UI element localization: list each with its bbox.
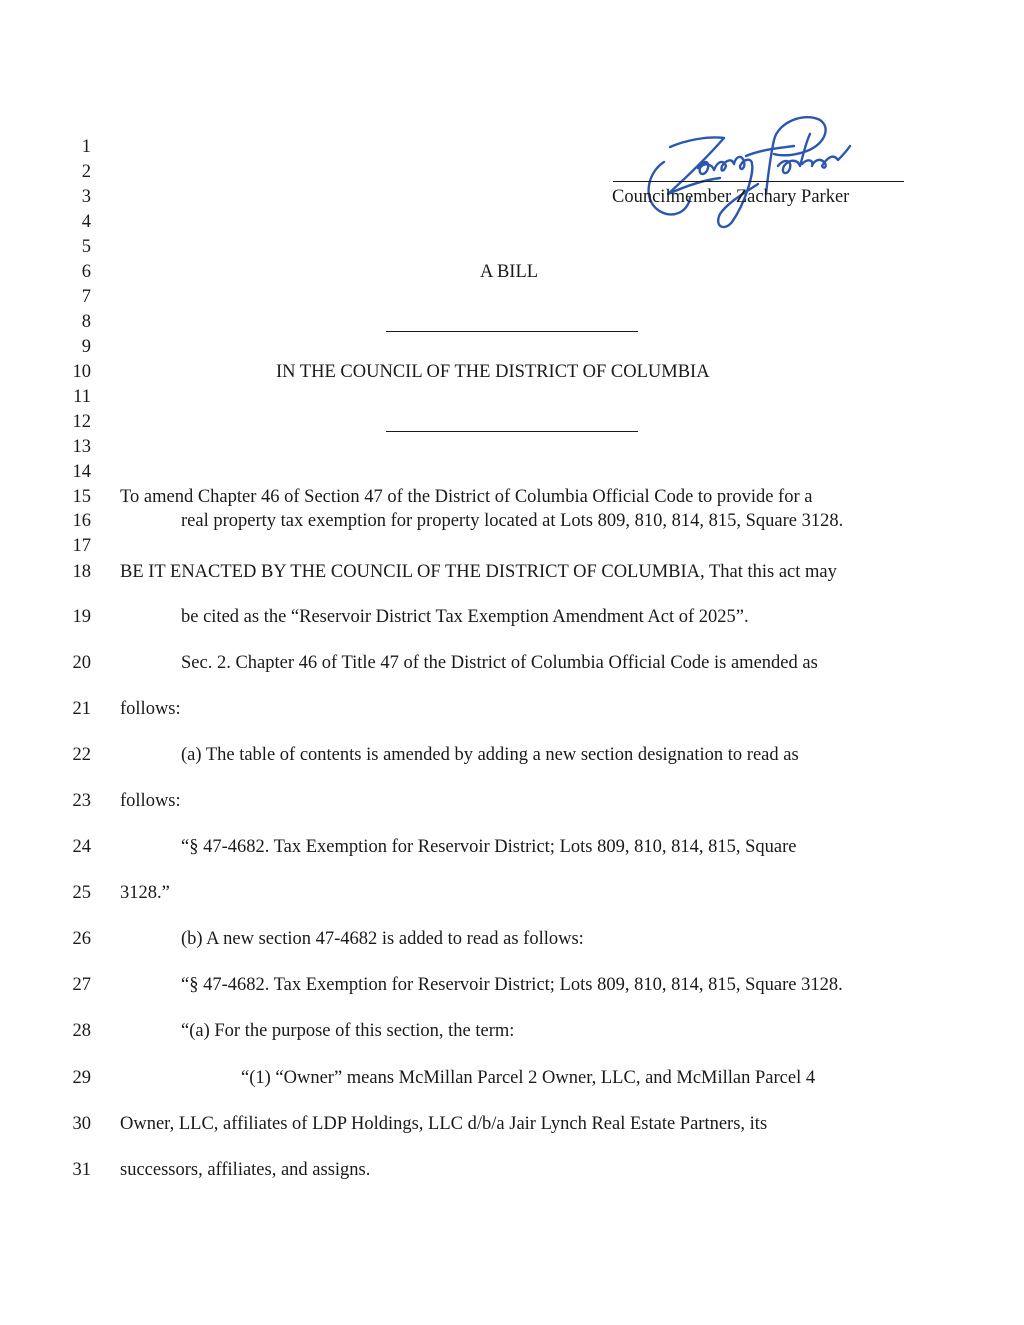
line-number: 17 <box>72 536 91 556</box>
signature-line <box>613 181 904 182</box>
bill-label: A BILL <box>480 262 539 282</box>
line-number: 11 <box>73 387 91 407</box>
body-line-28: “(a) For the purpose of this section, the term: <box>181 1021 515 1041</box>
long-title-line-1: To amend Chapter 46 of Section 47 of the District of Columbia Official Code to provide for a <box>120 487 813 507</box>
line-number: 8 <box>81 312 91 332</box>
line-number: 22 <box>72 745 91 765</box>
body-line-30: Owner, LLC, affiliates of LDP Holdings, LLC d/b/a Jair Lynch Real Estate Partners, its <box>120 1114 768 1134</box>
line-number: 14 <box>72 462 91 482</box>
line-number: 7 <box>81 287 91 307</box>
line-number: 21 <box>72 699 91 719</box>
body-line-31: successors, affiliates, and assigns. <box>120 1160 371 1180</box>
line-number: 31 <box>72 1160 91 1180</box>
body-line-20: Sec. 2. Chapter 46 of Title 47 of the District of Columbia Official Code is amended as <box>181 653 818 673</box>
line-number: 23 <box>72 791 91 811</box>
line-number: 24 <box>72 837 91 857</box>
line-number: 15 <box>72 487 91 507</box>
body-line-26: (b) A new section 47-4682 is added to read as follows: <box>181 929 584 949</box>
line-number: 19 <box>72 607 91 627</box>
line-number: 3 <box>81 187 91 207</box>
line-number: 4 <box>81 212 91 232</box>
line-number: 2 <box>81 162 91 182</box>
line-number: 26 <box>72 929 91 949</box>
bill-number-line <box>386 331 638 332</box>
body-line-22: (a) The table of contents is amended by adding a new section designation to read as <box>181 745 799 765</box>
line-number: 20 <box>72 653 91 673</box>
line-number: 13 <box>72 437 91 457</box>
line-number: 10 <box>72 362 91 382</box>
line-number: 5 <box>81 237 91 257</box>
line-number: 12 <box>72 412 91 432</box>
line-number: 25 <box>72 883 91 903</box>
enacting-clause-line-1: BE IT ENACTED BY THE COUNCIL OF THE DISTRICT OF COLUMBIA, That this act may <box>120 562 837 582</box>
line-number: 1 <box>81 137 91 157</box>
body-line-21: follows: <box>120 699 181 719</box>
line-number: 28 <box>72 1021 91 1041</box>
long-title-line-2: real property tax exemption for property located at Lots 809, 810, 814, 815, Square 3128. <box>181 511 844 531</box>
body-line-23: follows: <box>120 791 181 811</box>
signature-image <box>628 102 865 232</box>
line-number: 18 <box>72 562 91 582</box>
body-line-24: “§ 47-4682. Tax Exemption for Reservoir District; Lots 809, 810, 814, 815, Square <box>181 837 797 857</box>
line-number: 27 <box>72 975 91 995</box>
line-number: 6 <box>81 262 91 282</box>
line-number: 29 <box>72 1068 91 1088</box>
line-number: 9 <box>81 337 91 357</box>
sponsor-title: Councilmember Zachary Parker <box>612 187 850 207</box>
date-line <box>386 431 638 432</box>
body-line-27: “§ 47-4682. Tax Exemption for Reservoir District; Lots 809, 810, 814, 815, Square 3128. <box>181 975 843 995</box>
council-heading: IN THE COUNCIL OF THE DISTRICT OF COLUMBIA <box>276 362 710 382</box>
line-number: 30 <box>72 1114 91 1134</box>
enacting-clause-line-2: be cited as the “Reservoir District Tax Exemption Amendment Act of 2025”. <box>181 607 749 627</box>
signature-text: Zachary Parker <box>858 231 865 232</box>
line-number: 16 <box>72 511 91 531</box>
body-line-29: “(1) “Owner” means McMillan Parcel 2 Owner, LLC, and McMillan Parcel 4 <box>241 1068 816 1088</box>
body-line-25: 3128.” <box>120 883 170 903</box>
